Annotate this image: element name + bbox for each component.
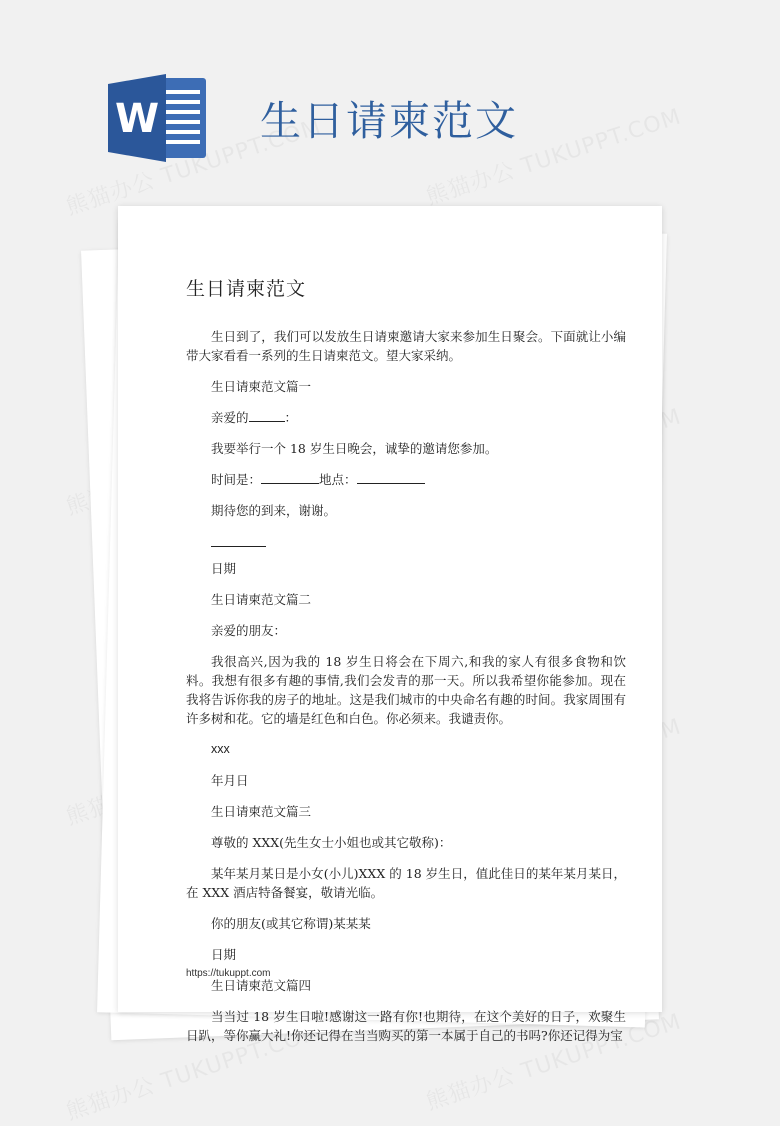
greeting-line: 尊敬的 XXX(先生女士小姐也或其它敬称)： xyxy=(211,835,452,850)
signer-line: 你的朋友(或其它称谓)某某某 xyxy=(211,916,371,931)
word-logo-letter: W xyxy=(114,96,160,142)
signature-blank xyxy=(211,532,266,547)
body-paragraph: 我很高兴,因为我的 18 岁生日将会在下周六,和我的家人有很多食物和饮料。我想有很多有趣的事情,我们会发青的那一天。所以我希望你能参加。现在我将告诉你我的房子的地址。这是我们城市的中央命名有趣的时间。我家周围有许多树和花。它的墙是红色和白色。你必须来。我谴责你。 xyxy=(186,654,626,726)
time-blank xyxy=(261,472,319,484)
footer-url[interactable]: https://tukuppt.com xyxy=(186,968,271,979)
word-document-icon xyxy=(108,72,208,164)
body-paragraph: 我要举行一个 18 岁生日晚会，诚挚的邀请您参加。 xyxy=(211,441,498,456)
body-paragraph: 当当过 18 岁生日啦!感谢这一路有你!也期待，在这个美好的日子，欢聚生日趴，等你赢大礼!你还记得在当当购买的第一本属于自己的书吗?你还记得为宝 xyxy=(186,1009,626,1043)
signer-line: xxx xyxy=(211,742,230,756)
body-paragraph: 某年某月某日是小女(小儿)XXX 的 18 岁生日，值此佳日的某年某月某日，在 XXX 酒店特备餐宴，敬请光临。 xyxy=(186,866,626,900)
document-body xyxy=(186,274,626,1057)
date-line: 日期 xyxy=(211,561,237,576)
greeting-line: 亲爱的朋友： xyxy=(211,623,287,638)
time-place-line xyxy=(186,470,626,489)
section-heading: 生日请柬范文篇四 xyxy=(211,978,312,993)
page-header xyxy=(108,72,708,162)
closing-line: 期待您的到来，谢谢。 xyxy=(211,503,337,518)
intro-paragraph: 生日到了，我们可以发放生日请柬邀请大家来参加生日聚会。下面就让小编带大家看看一系列的生日请柬范文。望大家采纳。 xyxy=(186,329,626,363)
name-blank xyxy=(249,410,285,422)
section-heading: 生日请柬范文篇二 xyxy=(211,592,312,607)
document-page xyxy=(118,206,662,1043)
section-heading: 生日请柬范文篇三 xyxy=(211,804,312,819)
section-heading: 生日请柬范文篇一 xyxy=(211,379,312,394)
greeting-line xyxy=(186,408,626,427)
greeting-colon: ： xyxy=(284,410,298,425)
document-title: 生日请柬范文 xyxy=(186,278,307,300)
place-blank xyxy=(357,472,425,484)
place-label: 地点： xyxy=(319,472,357,487)
greeting-text: 亲爱的 xyxy=(211,410,249,425)
page-title: 生日请柬范文 xyxy=(260,97,518,145)
time-label: 时间是： xyxy=(211,472,262,487)
date-line: 年月日 xyxy=(211,773,249,788)
date-line: 日期 xyxy=(211,947,237,962)
